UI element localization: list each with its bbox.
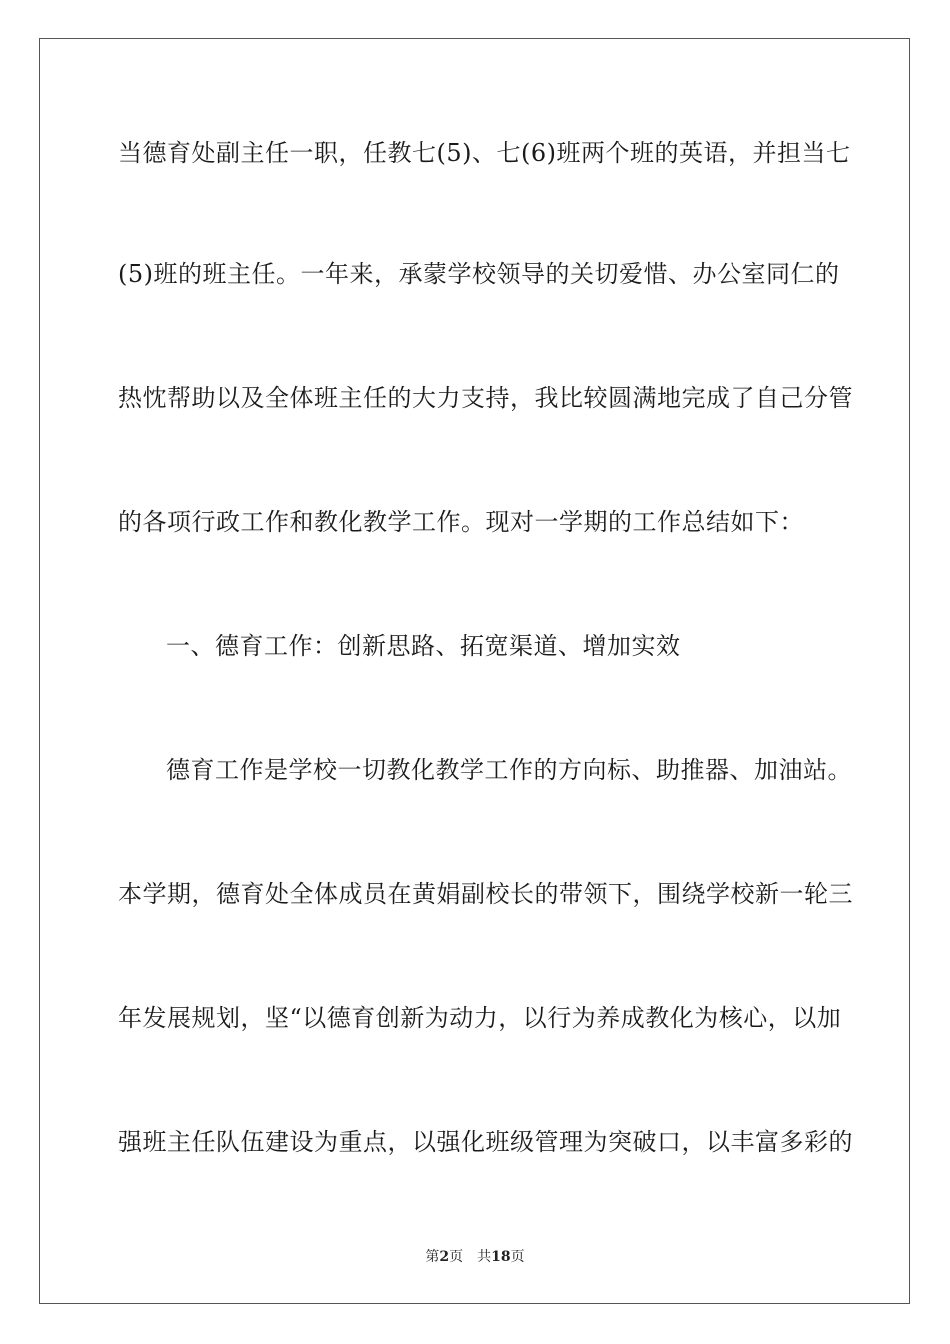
total-pages: 18 <box>491 1249 511 1265</box>
body-line-8: 年发展规划，坚“以德育创新为动力，以行为养成教化为核心，以加 <box>118 1004 842 1032</box>
page-footer <box>0 1248 950 1266</box>
page-border <box>39 38 910 1304</box>
total-suffix: 页 <box>510 1249 525 1265</box>
body-line-3: 热忱帮助以及全体班主任的大力支持，我比较圆满地完成了自己分管 <box>118 384 853 412</box>
page-prefix: 第 <box>425 1249 440 1265</box>
section-heading: 一、德育工作：创新思路、拓宽渠道、增加实效 <box>166 632 681 660</box>
body-line-2: (5)班的班主任。一年来，承蒙学校领导的关切爱惜、办公室同仁的 <box>118 260 840 288</box>
body-line-7: 本学期，德育处全体成员在黄娟副校长的带领下，围绕学校新一轮三 <box>118 880 853 908</box>
body-line-6: 德育工作是学校一切教化教学工作的方向标、助推器、加油站。 <box>166 756 852 784</box>
body-line-4: 的各项行政工作和教化教学工作。现对一学期的工作总结如下： <box>118 508 804 536</box>
page-suffix: 页 <box>449 1249 464 1265</box>
page-number: 2 <box>439 1249 450 1265</box>
body-line-9: 强班主任队伍建设为重点，以强化班级管理为突破口，以丰富多彩的 <box>118 1128 853 1156</box>
total-prefix: 共 <box>477 1249 492 1265</box>
body-line-1: 当德育处副主任一职，任教七(5)、七(6)班两个班的英语，并担当七 <box>118 139 851 167</box>
